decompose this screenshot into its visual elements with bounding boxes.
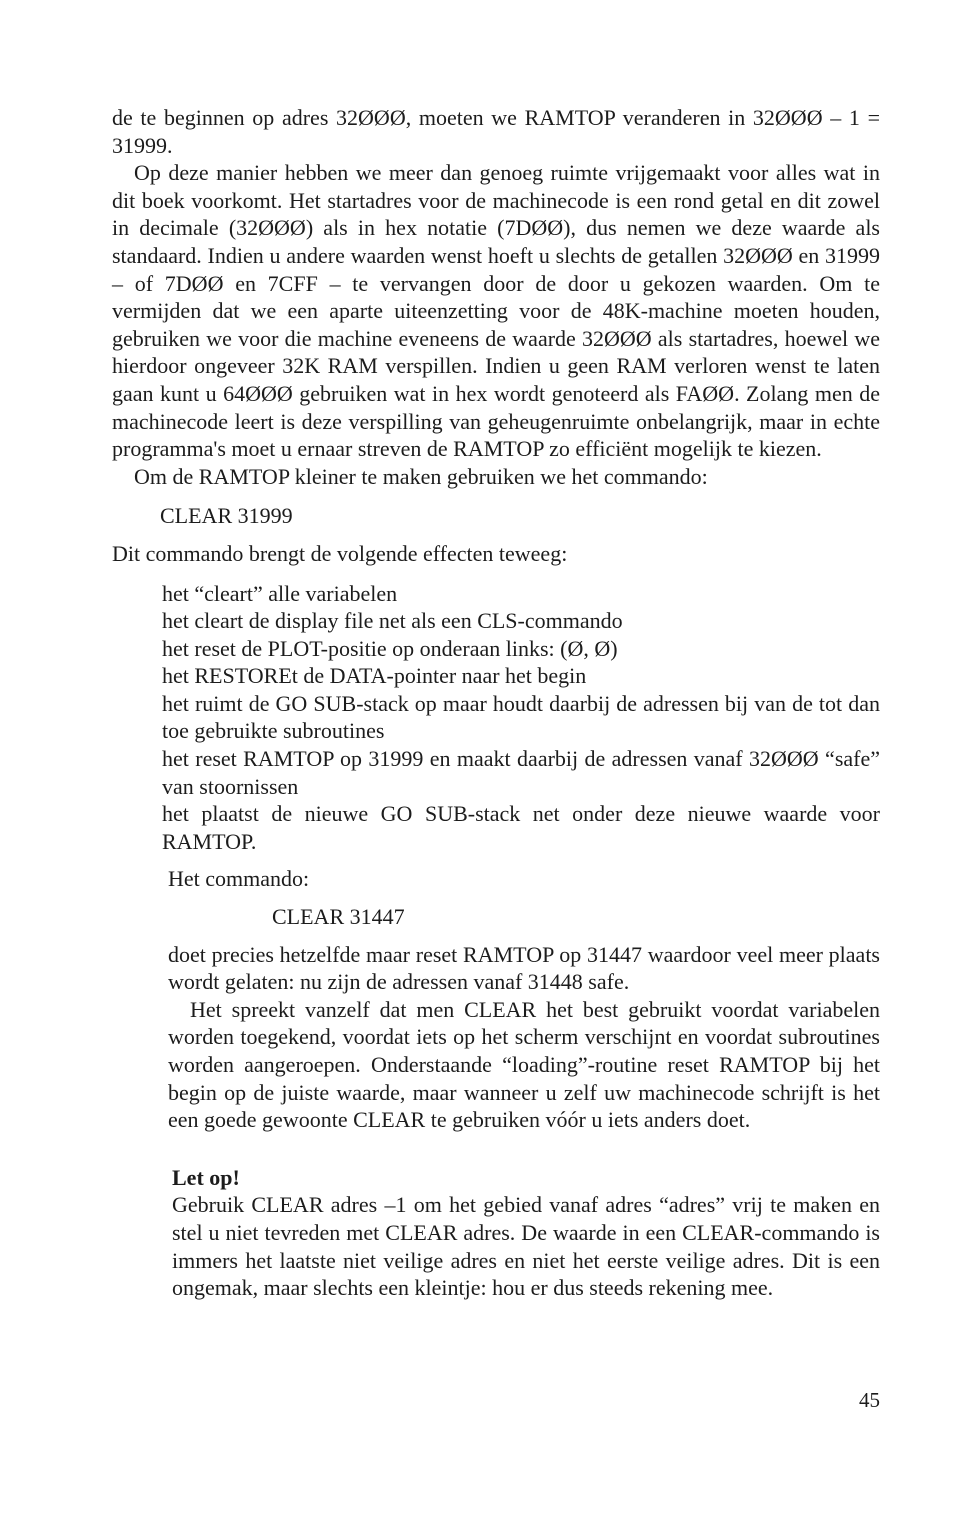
- note-text: Gebruik CLEAR adres –1 om het gebied vanaf adres “adres” vrij te maken en stel u niet tevreden met CLEAR adres. De waarde in een CLEAR-commando is immers het laatste niet veilige adres en niet het eerste veilige adres. Dit is een ongemak, maar slechts een kleintje: hou er dus steeds rekening mee.: [172, 1192, 880, 1301]
- paragraph-4: Dit commando brengt de volgende effecten teweeg:: [112, 540, 568, 566]
- body-text: [112, 104, 880, 1302]
- after-code-paragraph: doet precies hetzelfde maar reset RAMTOP op 31447 waardoor veel meer plaats wordt gelaten: nu zijn de adressen vanaf 31448 safe.: [168, 941, 880, 995]
- code-clear-31447: CLEAR 31447: [272, 904, 405, 930]
- paragraph-3: Om de RAMTOP kleiner te maken gebruiken we het commando:: [134, 463, 708, 489]
- closing-paragraph: Het spreekt vanzelf dat men CLEAR het best gebruikt voordat variabelen worden toegekend, voordat iets op het scherm verschijnt en voordat subroutines worden aangeroepen. Onderstaande “loading”-routine reset RAMTOP bij het begin op de juiste waarde, maar wanneer u zelf uw machinecode schrijft is het een goede gewoonte CLEAR te gebruiken vóór u iets anders doet.: [168, 996, 880, 1133]
- second-command-label: Het commando:: [168, 866, 310, 892]
- effect-item: het plaatst de nieuwe GO SUB-stack net onder deze nieuwe waarde voor RAMTOP.: [162, 801, 880, 854]
- page-number: 45: [859, 1388, 880, 1412]
- effect-item: het ruimt de GO SUB-stack op maar houdt daarbij de adressen bij van de tot dan toe gebruikte subroutines: [162, 690, 880, 744]
- paragraph-1: de te beginnen op adres 32ØØØ, moeten we RAMTOP veranderen in 32ØØØ – 1 = 31999.: [112, 105, 880, 158]
- effect-item: het “cleart” alle variabelen: [162, 580, 398, 606]
- effect-item: het cleart de display file net als een CLS-commando: [162, 608, 623, 634]
- effect-item: het reset RAMTOP op 31999 en maakt daarbij de adressen vanaf 32ØØØ “safe” van stoornissen: [162, 746, 880, 799]
- code-clear-31999: CLEAR 31999: [160, 503, 293, 529]
- effects-list: [162, 580, 880, 856]
- effect-item: het RESTOREt de DATA-pointer naar het begin: [162, 663, 587, 689]
- paragraph-2: Op deze manier hebben we meer dan genoeg ruimte vrijgemaakt voor alles wat in dit boek voorkomt. Het startadres voor de machinecode is een rond getal en dit zowel in decimale (32ØØØ) als in hex notatie (7DØØ), dus nemen we deze waarde als standaard. Indien u andere waarden wenst hoeft u slechts de getallen 32ØØØ en 31999 – of 7DØØ en 7CFF – te vervangen door de door u gekozen waarden. Om te vermijden dat we een aparte uiteenzetting voor de 48K-machine moeten houden, gebruiken we voor die machine eveneens de waarde 32ØØØ als startadres, hoewel we hierdoor ongeveer 32K RAM verspillen. Indien u geen RAM verloren wenst te laten gaan kunt u 64ØØØ gebruiken wat in hex wordt genoteerd als FAØØ. Zolang men de machinecode leert is deze verspilling van geheugenruimte onbelangrijk, maar in echte programma's moet u ernaar streven de RAMTOP zo efficiënt mogelijk te kiezen.: [112, 160, 880, 462]
- note-box: [172, 1164, 880, 1302]
- note-title: Let op!: [172, 1164, 240, 1190]
- effect-item: het reset de PLOT-positie op onderaan links: (Ø, Ø): [162, 635, 618, 661]
- second-command-block: [168, 865, 880, 1133]
